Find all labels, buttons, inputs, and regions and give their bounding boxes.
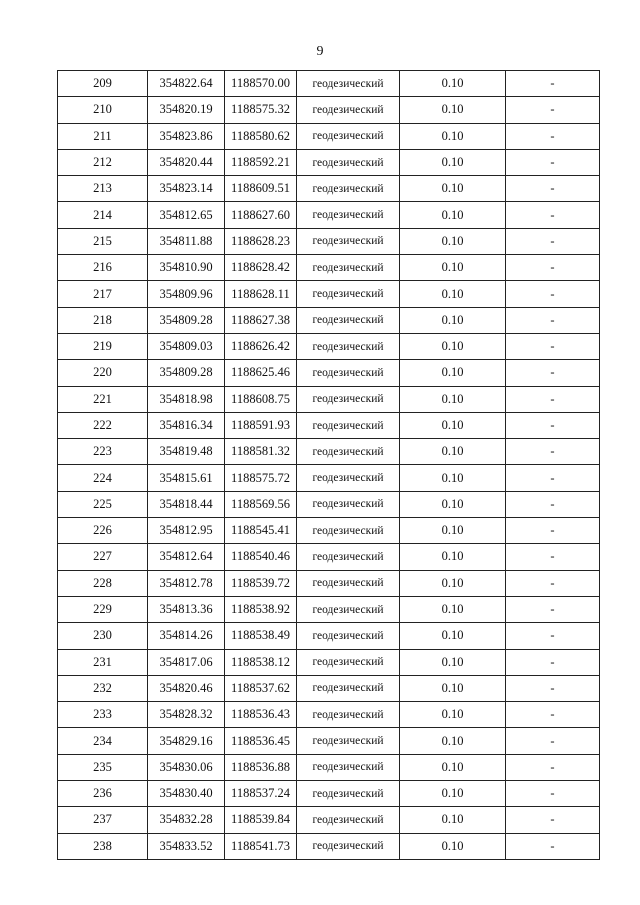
precision-cell: 0.10 — [400, 176, 506, 202]
x-coordinate-cell: 354820.46 — [148, 675, 225, 701]
note-cell: - — [506, 149, 600, 175]
method-cell: геодезический — [297, 570, 400, 596]
precision-cell: 0.10 — [400, 807, 506, 833]
table-row — [58, 781, 600, 807]
note-cell: - — [506, 202, 600, 228]
x-coordinate-cell: 354811.88 — [148, 228, 225, 254]
method-cell: геодезический — [297, 596, 400, 622]
method-cell: геодезический — [297, 465, 400, 491]
y-coordinate-cell: 1188539.84 — [225, 807, 297, 833]
y-coordinate-cell: 1188540.46 — [225, 544, 297, 570]
x-coordinate-cell: 354812.64 — [148, 544, 225, 570]
note-cell: - — [506, 807, 600, 833]
point-number-cell: 219 — [58, 333, 148, 359]
table-row — [58, 71, 600, 97]
x-coordinate-cell: 354830.06 — [148, 754, 225, 780]
x-coordinate-cell: 354812.65 — [148, 202, 225, 228]
y-coordinate-cell: 1188608.75 — [225, 386, 297, 412]
table-row — [58, 123, 600, 149]
x-coordinate-cell: 354830.40 — [148, 781, 225, 807]
note-cell: - — [506, 491, 600, 517]
y-coordinate-cell: 1188537.62 — [225, 675, 297, 701]
point-number-cell: 217 — [58, 281, 148, 307]
table-row — [58, 518, 600, 544]
y-coordinate-cell: 1188545.41 — [225, 518, 297, 544]
x-coordinate-cell: 354833.52 — [148, 833, 225, 859]
table-row — [58, 544, 600, 570]
table-row — [58, 754, 600, 780]
note-cell: - — [506, 97, 600, 123]
precision-cell: 0.10 — [400, 281, 506, 307]
method-cell: геодезический — [297, 702, 400, 728]
note-cell: - — [506, 833, 600, 859]
coordinates-table-body — [58, 71, 600, 860]
x-coordinate-cell: 354817.06 — [148, 649, 225, 675]
y-coordinate-cell: 1188625.46 — [225, 360, 297, 386]
table-row — [58, 281, 600, 307]
note-cell: - — [506, 544, 600, 570]
y-coordinate-cell: 1188628.11 — [225, 281, 297, 307]
method-cell: геодезический — [297, 781, 400, 807]
x-coordinate-cell: 354809.96 — [148, 281, 225, 307]
x-coordinate-cell: 354823.14 — [148, 176, 225, 202]
method-cell: геодезический — [297, 202, 400, 228]
table-row — [58, 833, 600, 859]
point-number-cell: 226 — [58, 518, 148, 544]
table-row — [58, 807, 600, 833]
table-row — [58, 202, 600, 228]
note-cell: - — [506, 176, 600, 202]
method-cell: геодезический — [297, 623, 400, 649]
method-cell: геодезический — [297, 833, 400, 859]
precision-cell: 0.10 — [400, 675, 506, 701]
method-cell: геодезический — [297, 97, 400, 123]
table-row — [58, 360, 600, 386]
point-number-cell: 236 — [58, 781, 148, 807]
table-row — [58, 307, 600, 333]
note-cell: - — [506, 702, 600, 728]
point-number-cell: 235 — [58, 754, 148, 780]
point-number-cell: 209 — [58, 71, 148, 97]
method-cell: геодезический — [297, 255, 400, 281]
x-coordinate-cell: 354828.32 — [148, 702, 225, 728]
y-coordinate-cell: 1188609.51 — [225, 176, 297, 202]
precision-cell: 0.10 — [400, 333, 506, 359]
note-cell: - — [506, 675, 600, 701]
y-coordinate-cell: 1188627.60 — [225, 202, 297, 228]
table-row — [58, 623, 600, 649]
precision-cell: 0.10 — [400, 123, 506, 149]
table-row — [58, 491, 600, 517]
x-coordinate-cell: 354812.78 — [148, 570, 225, 596]
table-row — [58, 465, 600, 491]
method-cell: геодезический — [297, 176, 400, 202]
precision-cell: 0.10 — [400, 386, 506, 412]
point-number-cell: 220 — [58, 360, 148, 386]
y-coordinate-cell: 1188580.62 — [225, 123, 297, 149]
note-cell: - — [506, 518, 600, 544]
x-coordinate-cell: 354822.64 — [148, 71, 225, 97]
point-number-cell: 210 — [58, 97, 148, 123]
precision-cell: 0.10 — [400, 439, 506, 465]
note-cell: - — [506, 412, 600, 438]
method-cell: геодезический — [297, 71, 400, 97]
precision-cell: 0.10 — [400, 702, 506, 728]
method-cell: геодезический — [297, 544, 400, 570]
point-number-cell: 230 — [58, 623, 148, 649]
note-cell: - — [506, 228, 600, 254]
note-cell: - — [506, 596, 600, 622]
method-cell: геодезический — [297, 649, 400, 675]
table-row — [58, 255, 600, 281]
table-row — [58, 97, 600, 123]
precision-cell: 0.10 — [400, 623, 506, 649]
note-cell: - — [506, 360, 600, 386]
y-coordinate-cell: 1188536.88 — [225, 754, 297, 780]
y-coordinate-cell: 1188592.21 — [225, 149, 297, 175]
precision-cell: 0.10 — [400, 649, 506, 675]
x-coordinate-cell: 354809.28 — [148, 360, 225, 386]
method-cell: геодезический — [297, 754, 400, 780]
method-cell: геодезический — [297, 518, 400, 544]
y-coordinate-cell: 1188581.32 — [225, 439, 297, 465]
y-coordinate-cell: 1188536.45 — [225, 728, 297, 754]
x-coordinate-cell: 354809.03 — [148, 333, 225, 359]
point-number-cell: 222 — [58, 412, 148, 438]
method-cell: геодезический — [297, 412, 400, 438]
point-number-cell: 225 — [58, 491, 148, 517]
table-row — [58, 728, 600, 754]
table-row — [58, 702, 600, 728]
precision-cell: 0.10 — [400, 833, 506, 859]
point-number-cell: 224 — [58, 465, 148, 491]
method-cell: геодезический — [297, 123, 400, 149]
point-number-cell: 215 — [58, 228, 148, 254]
table-row — [58, 386, 600, 412]
point-number-cell: 229 — [58, 596, 148, 622]
precision-cell: 0.10 — [400, 97, 506, 123]
y-coordinate-cell: 1188538.49 — [225, 623, 297, 649]
coordinates-table — [57, 70, 600, 860]
x-coordinate-cell: 354815.61 — [148, 465, 225, 491]
y-coordinate-cell: 1188627.38 — [225, 307, 297, 333]
method-cell: геодезический — [297, 333, 400, 359]
point-number-cell: 214 — [58, 202, 148, 228]
x-coordinate-cell: 354823.86 — [148, 123, 225, 149]
note-cell: - — [506, 439, 600, 465]
note-cell: - — [506, 754, 600, 780]
note-cell: - — [506, 71, 600, 97]
point-number-cell: 237 — [58, 807, 148, 833]
point-number-cell: 213 — [58, 176, 148, 202]
point-number-cell: 231 — [58, 649, 148, 675]
table-row — [58, 149, 600, 175]
x-coordinate-cell: 354814.26 — [148, 623, 225, 649]
y-coordinate-cell: 1188538.92 — [225, 596, 297, 622]
table-row — [58, 596, 600, 622]
table-row — [58, 228, 600, 254]
note-cell: - — [506, 281, 600, 307]
point-number-cell: 227 — [58, 544, 148, 570]
point-number-cell: 216 — [58, 255, 148, 281]
precision-cell: 0.10 — [400, 544, 506, 570]
precision-cell: 0.10 — [400, 491, 506, 517]
x-coordinate-cell: 354812.95 — [148, 518, 225, 544]
y-coordinate-cell: 1188626.42 — [225, 333, 297, 359]
note-cell: - — [506, 649, 600, 675]
y-coordinate-cell: 1188591.93 — [225, 412, 297, 438]
precision-cell: 0.10 — [400, 202, 506, 228]
table-row — [58, 675, 600, 701]
x-coordinate-cell: 354809.28 — [148, 307, 225, 333]
method-cell: геодезический — [297, 386, 400, 412]
y-coordinate-cell: 1188570.00 — [225, 71, 297, 97]
method-cell: геодезический — [297, 675, 400, 701]
note-cell: - — [506, 333, 600, 359]
table-row — [58, 570, 600, 596]
x-coordinate-cell: 354832.28 — [148, 807, 225, 833]
point-number-cell: 232 — [58, 675, 148, 701]
note-cell: - — [506, 465, 600, 491]
x-coordinate-cell: 354820.44 — [148, 149, 225, 175]
precision-cell: 0.10 — [400, 412, 506, 438]
x-coordinate-cell: 354810.90 — [148, 255, 225, 281]
method-cell: геодезический — [297, 228, 400, 254]
x-coordinate-cell: 354816.34 — [148, 412, 225, 438]
table-row — [58, 439, 600, 465]
note-cell: - — [506, 781, 600, 807]
x-coordinate-cell: 354813.36 — [148, 596, 225, 622]
y-coordinate-cell: 1188628.42 — [225, 255, 297, 281]
precision-cell: 0.10 — [400, 781, 506, 807]
note-cell: - — [506, 570, 600, 596]
x-coordinate-cell: 354819.48 — [148, 439, 225, 465]
y-coordinate-cell: 1188538.12 — [225, 649, 297, 675]
precision-cell: 0.10 — [400, 518, 506, 544]
note-cell: - — [506, 728, 600, 754]
point-number-cell: 234 — [58, 728, 148, 754]
method-cell: геодезический — [297, 149, 400, 175]
precision-cell: 0.10 — [400, 255, 506, 281]
precision-cell: 0.10 — [400, 754, 506, 780]
precision-cell: 0.10 — [400, 149, 506, 175]
point-number-cell: 218 — [58, 307, 148, 333]
y-coordinate-cell: 1188536.43 — [225, 702, 297, 728]
point-number-cell: 233 — [58, 702, 148, 728]
x-coordinate-cell: 354818.44 — [148, 491, 225, 517]
precision-cell: 0.10 — [400, 596, 506, 622]
point-number-cell: 221 — [58, 386, 148, 412]
x-coordinate-cell: 354820.19 — [148, 97, 225, 123]
point-number-cell: 211 — [58, 123, 148, 149]
y-coordinate-cell: 1188575.72 — [225, 465, 297, 491]
precision-cell: 0.10 — [400, 307, 506, 333]
x-coordinate-cell: 354829.16 — [148, 728, 225, 754]
point-number-cell: 238 — [58, 833, 148, 859]
method-cell: геодезический — [297, 807, 400, 833]
x-coordinate-cell: 354818.98 — [148, 386, 225, 412]
y-coordinate-cell: 1188575.32 — [225, 97, 297, 123]
y-coordinate-cell: 1188537.24 — [225, 781, 297, 807]
method-cell: геодезический — [297, 439, 400, 465]
y-coordinate-cell: 1188541.73 — [225, 833, 297, 859]
method-cell: геодезический — [297, 307, 400, 333]
precision-cell: 0.10 — [400, 465, 506, 491]
table-row — [58, 412, 600, 438]
note-cell: - — [506, 123, 600, 149]
note-cell: - — [506, 255, 600, 281]
precision-cell: 0.10 — [400, 728, 506, 754]
method-cell: геодезический — [297, 281, 400, 307]
method-cell: геодезический — [297, 360, 400, 386]
note-cell: - — [506, 307, 600, 333]
precision-cell: 0.10 — [400, 570, 506, 596]
table-row — [58, 333, 600, 359]
precision-cell: 0.10 — [400, 228, 506, 254]
point-number-cell: 212 — [58, 149, 148, 175]
note-cell: - — [506, 386, 600, 412]
table-row — [58, 649, 600, 675]
y-coordinate-cell: 1188569.56 — [225, 491, 297, 517]
point-number-cell: 223 — [58, 439, 148, 465]
point-number-cell: 228 — [58, 570, 148, 596]
page-number: 9 — [316, 44, 324, 59]
y-coordinate-cell: 1188539.72 — [225, 570, 297, 596]
table-row — [58, 176, 600, 202]
method-cell: геодезический — [297, 728, 400, 754]
method-cell: геодезический — [297, 491, 400, 517]
note-cell: - — [506, 623, 600, 649]
precision-cell: 0.10 — [400, 71, 506, 97]
precision-cell: 0.10 — [400, 360, 506, 386]
y-coordinate-cell: 1188628.23 — [225, 228, 297, 254]
